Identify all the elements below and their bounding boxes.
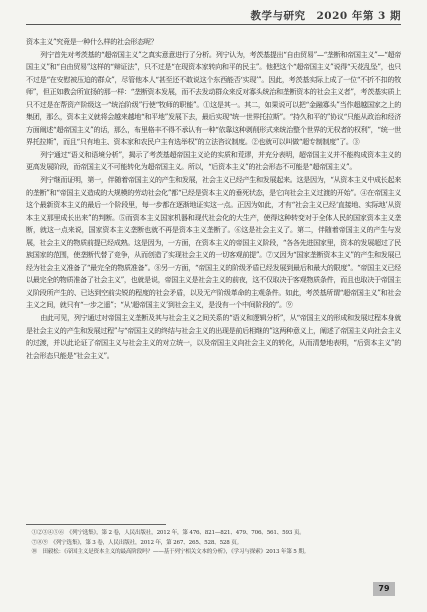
footnote: ①②③④⑤⑥ 《列宁选集》，第 2 卷，人民出版社，2012 年，第 476、821—821、479、706、561、593 页。: [31, 530, 305, 536]
paragraph: 列宁继而证明，第一，伴随着帝国主义的产生和发展，社会主义已经产生和发展起来。这是因为，“从资本主义中成长起来的垄断”和“帝国主义造成的大规模的劳动社会化”都“已经是资本主义的垂死状态，是它向社会主义过渡的开始”。④在帝国主义这个最新资本主义的最后一个阶段里，每一步都在逐渐地证实这一点。正因为如此，才有“社会主义已经‘直接地、实际地’从资本主义那里成长出来”的判断。⑤而资本主义国家机器和现代社会化的大生产，使得这种转变对于全体人民的国家资本主义垄断，就这一点来说，国家资本主义垄断也就不再是资本主义垄断了。⑥这是社会主义了。第二，伴随着帝国主义的产生与发展，社会主义的物质前提已经成熟。这是因为，一方面，在资本主义的帝国主义阶段，“各各先进国家里，资本的发展超过了民族国家的范围，使垄断代替了竞争，从而创造了实现社会主义的一切客观前提”。⑦又因为“国家垄断资本主义”的产生和发展已经为社会主义准备了“最完全的物质准备”。⑧另一方面，“帝国主义的阶级矛盾已经发展到最后和最大的限度”。“帝国主义已经以最完全的物质准备了社会主义”，也就是说，帝国主义是社会主义的前夜，这不仅取决于客观物质条件，而且也取决于帝国主义阶段所产生的、已达到空前尖锐的程度的社会矛盾，以及无产阶级革命的主观条件。如此，考茨基所谓“超帝国主义”和社会主义之间，就只有“一步之遥”；“从‘超帝国主义’到社会主义，是没有一个中间阶段的”。⑨: [26, 175, 401, 310]
header-rule: [26, 24, 401, 25]
footnote-rule: [26, 524, 166, 525]
running-header: [26, 6, 401, 26]
page-number: 79: [373, 582, 395, 596]
footnote: ⑦⑧⑨ 《列宁选集》，第 3 卷，人民出版社，2012 年，第 267、265、528、528 页。: [31, 539, 243, 546]
paragraph: 列宁首先对考茨基的“超帝国主义”之真实意意进行了分析。列宁认为，考茨基提出“自由贸易”—“垄断和帝国主义”—“超帝国主义”和“自由贸易”这样的“辩证法”，只不过是“在现资本家转向和平的民主”。他把这个“超帝国主义”说得“天花乱坠”，也只不过是“在安慰被压迫的群众”，尽管他本人“甚至还不敢说这个东西能否‘实现’”。因此，考茨基实际上成了一位“不折不扣的牧师”，但正如教会所宣扬的那一样：“垄断资本发展，而不去发动群众来反对寡头统治和垄断资本的社会主义者”，考茨基实质上只不过是在帮资产阶级这一“统治阶级”行使“牧师的职能”。①这是其一。其二，如果说可以把“金融寡头”当作超越国家之上的集团，那么，资本主义就将会越来越地“和平地”发展下去，最后实现“统一世界托拉斯”。“持久和平的”协议“只能从政治和经济方面阐述“超帝国主义”的话，那么，布里格丰不得不承认有一种“依靠这种剥削形式来统治整个世界的无权者的权利”，“统一世界托拉斯”，而且“只有地主、资本家和农民户主有选举权”的立法咨议制度。②也就可以叫做“超专制制度”了。③: [26, 49, 401, 147]
journal-title: 教学与研究 2020 年第 3 期: [250, 10, 401, 22]
paragraph: 列宁通过“语义和语境分析”，揭示了考茨基超帝国主义论的实质和荒谬，并充分表明，超帝国主义并不能构成资本主义的更高发展阶段，而帝国主义不可能转化为超帝国主义。所以，“后资本主义”的社会形态不可能是“超帝国主义”。: [26, 149, 401, 172]
paragraph: 资本主义”究竟是一种什么样的社会形态呢？: [26, 37, 158, 46]
footnotes: [26, 524, 401, 558]
body-text: [26, 36, 401, 362]
paragraph: 由此可见，列宁通过对帝国主义垄断及其与社会主义之间关系的“语义和逻辑分析”，从“帝国主义的形成和发展过程本身就是社会主义的产生和发展过程”与“帝国主义的终结与社会主义的出现是前后相继的”这两种意义上，阐述了帝国主义向社会主义的过渡，并以此论证了帝国主义与社会主义的对立统一，以及帝国主义向社会主义的转化，从而清楚地表明，“后资本主义”的社会形态只能是“社会主义”。: [26, 313, 401, 360]
footnote: ⑩ 田毅松：《帝国主义是资本主义的最高阶段吗？——基于列宁相关文本的分析》，《学习与探索》2013 年第 5 期。: [31, 549, 310, 555]
